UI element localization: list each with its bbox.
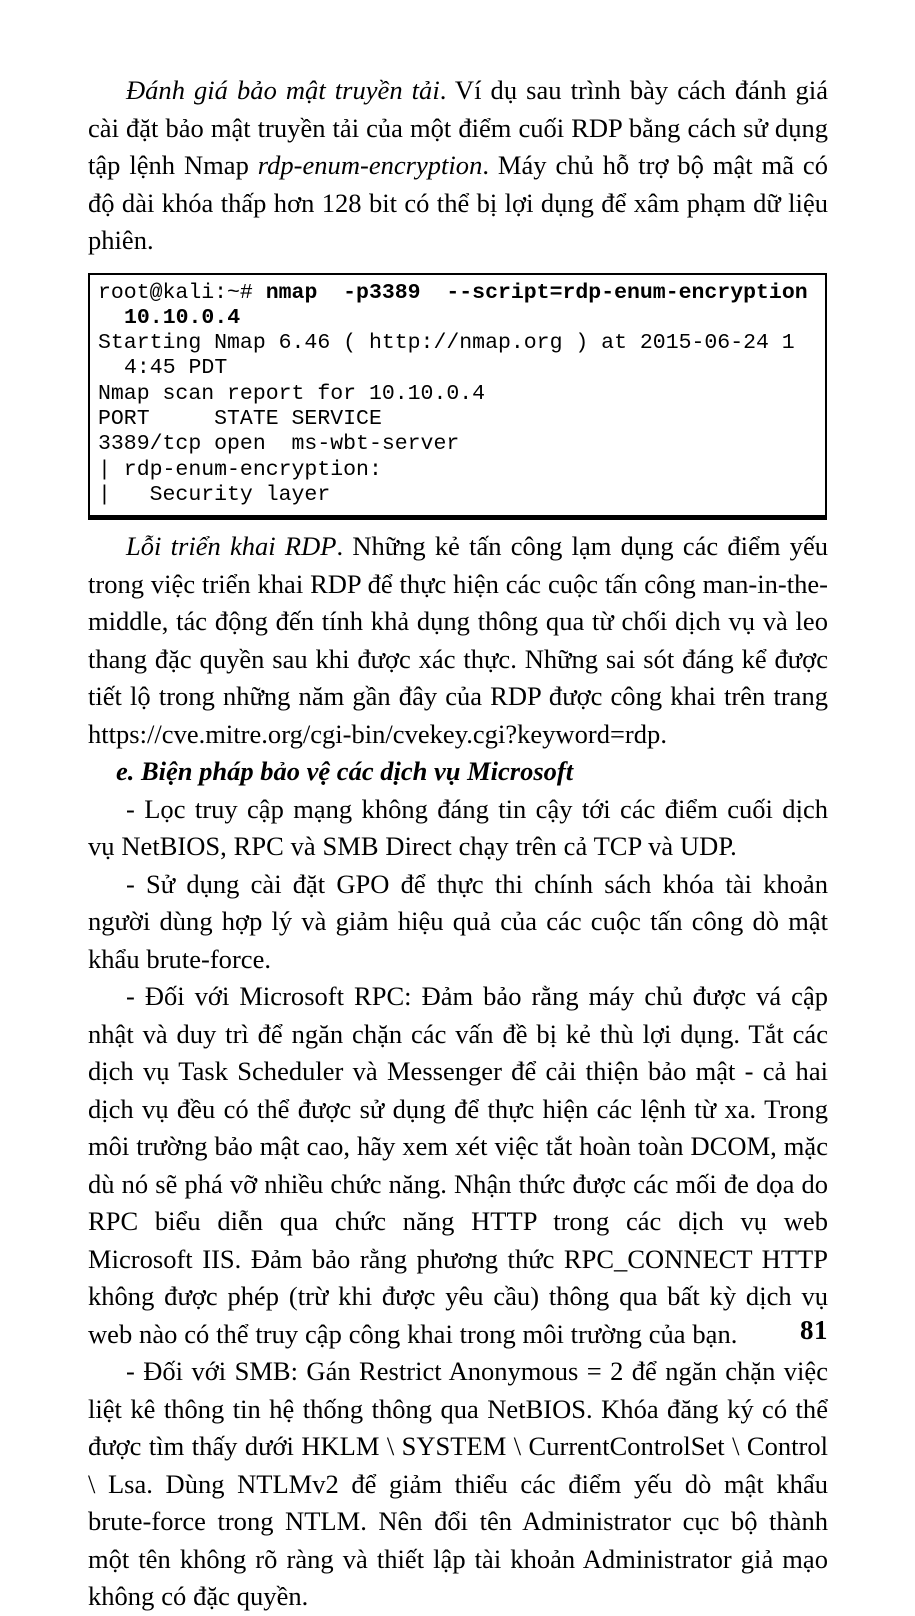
bullet-gpo-policy: - Sử dụng cài đặt GPO để thực thi chính sách khóa tài khoản người dùng hợp lý và giảm hiệu quả của các cuộc tấn công dò mật khẩu brute-force.	[88, 868, 828, 974]
bullet-microsoft-rpc: - Đối với Microsoft RPC: Đảm bảo rằng máy chủ được vá cập nhật và duy trì để ngăn chặn các vấn đề bị kẻ thù lợi dụng. Tắt các dịch vụ Task Scheduler và Messenger để cải thiện bảo mật - cả hai dịch vụ đều có thể được sử dụng để thực hiện các lệnh từ xa. Trong môi trường bảo mật cao, hãy xem xét việc tắt hoàn toàn DCOM, mặc dù nó sẽ phá vỡ nhiều chức năng. Nhận thức được các mối đe dọa do RPC biểu diễn qua chức năng HTTP trong các dịch vụ web Microsoft IIS. Đảm bảo rằng phương thức RPC_CONNECT HTTP không được phép (trừ khi được yêu cầu) thông qua bất kỳ dịch vụ web nào có thể truy cập công khai trong môi trường của bạn.	[88, 981, 828, 1349]
paragraph-text-part1: . Ví dụ sau trình bày cách đánh giá cài đặt bảo mật truyền tải của một điểm cuối RDP bằng cách sử dụng tập lệnh Nmap	[88, 75, 828, 180]
terminal-prompt: root@kali:~#	[98, 280, 253, 305]
terminal-output-line: | rdp-enum-encryption:	[98, 457, 382, 482]
terminal-output-line: 3389/tcp open ms-wbt-server	[98, 432, 460, 457]
terminal-command: nmap -p3389 --script=rdp-enum-encryption 10.10.0.4	[124, 280, 821, 330]
bullet-filter-network-access: - Lọc truy cập mạng không đáng tin cậy tới các điểm cuối dịch vụ NetBIOS, RPC và SMB Direct chạy trên cả TCP và UDP.	[88, 793, 828, 862]
terminal-output-line: Nmap scan report for 10.10.0.4	[98, 381, 486, 406]
terminal-output-line: PORT STATE SERVICE	[98, 406, 382, 431]
terminal-output-line: Starting Nmap 6.46 ( http://nmap.org ) at 2015-06-24 14:45 PDT	[98, 331, 795, 381]
paragraph-lead-italic: Lỗi triển khai RDP	[126, 531, 337, 562]
terminal-output-line: | Security layer	[98, 482, 331, 507]
paragraph-text: . Những kẻ tấn công lạm dụng các điểm yếu trong việc triển khai RDP để thực hiện các cuộc tấn công man-in-the-middle, tác động đến tính khả dụng thông qua từ chối dịch vụ và leo thang đặc quyền sau khi được xác thực. Những sai sót đáng kể được tiết lộ trong những năm gần đây của RDP được công khai trên trang https://cve.mitre.org/cgi-bin/cvekey.cgi?keyword=rdp.	[88, 531, 829, 749]
paragraph-transport-security	[88, 72, 828, 260]
bullet-smb: - Đối với SMB: Gán Restrict Anonymous = 2 để ngăn chặn việc liệt kê thông tin hệ thống thông qua NetBIOS. Khóa đăng ký có thể được tìm thấy dưới HKLM \ SYSTEM \ CurrentControlSet \ Control \ Lsa. Dùng NTLMv2 để giảm thiểu các điểm yếu dò mật khẩu brute-force trong NTLM. Nên đổi tên Administrator cục bộ thành một tên không rõ ràng và thiết lập tài khoản Administrator giả mạo không có đặc quyền.	[88, 1356, 828, 1612]
script-name-italic: rdp-enum-encryption	[257, 150, 483, 180]
paragraph-text-part2: . Máy chủ hỗ trợ bộ mật mã có độ dài khóa thấp hơn 128 bit có thể bị lợi dụng để xâm phạm dữ liệu phiên.	[88, 150, 828, 255]
paragraph-rdp-flaws	[88, 528, 828, 753]
section-heading-e: e. Biện pháp bảo vệ các dịch vụ Microsoft	[116, 756, 574, 787]
paragraph-lead-italic: Đánh giá bảo mật truyền tải	[126, 75, 440, 105]
terminal-code-block	[88, 273, 827, 521]
terminal-command-line	[98, 280, 821, 332]
page-number: 81	[800, 1315, 828, 1345]
